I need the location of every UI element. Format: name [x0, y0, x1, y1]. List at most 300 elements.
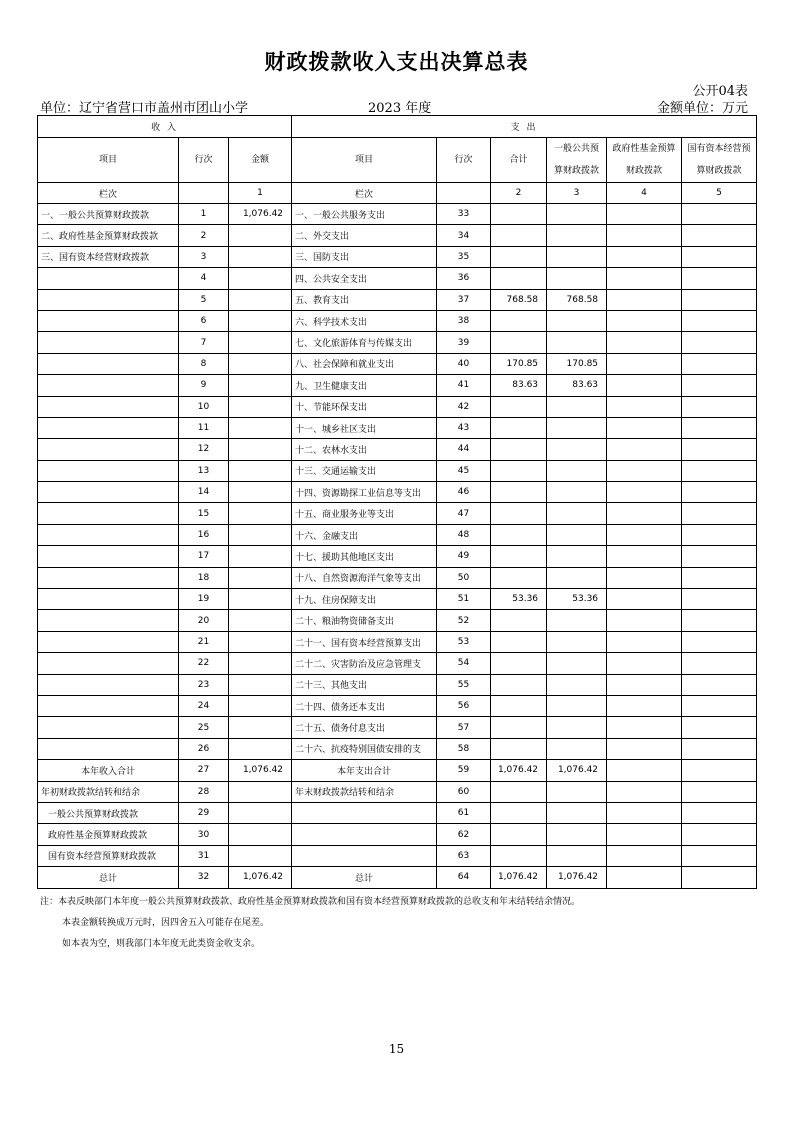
col-header-income-item: 项目 [38, 138, 179, 183]
expense-fund-cell [607, 567, 682, 588]
table-cell [607, 845, 682, 866]
expense-item: 十八、自然资源海洋气象等支出 [292, 567, 437, 588]
income-item [38, 310, 179, 331]
expense-fund-cell [607, 289, 682, 310]
table-cell [491, 824, 547, 845]
expense-row-no: 58 [437, 738, 491, 759]
expense-general-cell [547, 417, 607, 438]
expense-row-no: 35 [437, 246, 491, 267]
income-amount [229, 332, 292, 353]
col-header-expense-row: 行次 [437, 138, 491, 183]
table-row [38, 375, 757, 396]
begin-state-row-no: 31 [179, 845, 229, 866]
income-row-no: 19 [179, 589, 229, 610]
expense-item: 十六、金融支出 [292, 524, 437, 545]
expense-fund-cell [607, 589, 682, 610]
income-total-row-no: 27 [179, 760, 229, 781]
expense-row-no: 56 [437, 695, 491, 716]
income-row-no: 24 [179, 695, 229, 716]
income-amount [229, 396, 292, 417]
income-amount [229, 717, 292, 738]
expense-row-no: 37 [437, 289, 491, 310]
footnotes [40, 892, 755, 955]
expense-item: 三、国防支出 [292, 246, 437, 267]
col-header-state: 国有资本经营预算财政拨款 [682, 138, 757, 183]
expense-fund-cell [607, 268, 682, 289]
expense-total-cell: 170.85 [491, 353, 547, 374]
end-state-row-no: 63 [437, 845, 491, 866]
expense-total-cell [491, 503, 547, 524]
seq-3: 3 [547, 183, 607, 204]
expense-total-cell [491, 225, 547, 246]
income-row-no: 14 [179, 482, 229, 503]
table-cell [607, 781, 682, 802]
seq-4: 4 [607, 183, 682, 204]
begin-state-label: 国有资本经营预算财政拨款 [38, 845, 179, 866]
table-cell [547, 824, 607, 845]
income-row-no: 6 [179, 310, 229, 331]
table-cell [229, 845, 292, 866]
income-row-no: 23 [179, 674, 229, 695]
table-row [38, 524, 757, 545]
table-cell [607, 824, 682, 845]
table-row [38, 332, 757, 353]
expense-item: 二十一、国有资本经营预算支出 [292, 631, 437, 652]
expense-fund-cell [607, 332, 682, 353]
seq-5: 5 [682, 183, 757, 204]
income-amount [229, 375, 292, 396]
expense-fund-cell [607, 396, 682, 417]
money-unit-label: 金额单位：万元 [656, 101, 748, 116]
income-item [38, 503, 179, 524]
seq-empty [179, 183, 229, 204]
expense-item: 六、科学技术支出 [292, 310, 437, 331]
footnote-2: 本表金额转换成万元时，因四舍五入可能存在尾差。 [62, 918, 270, 928]
expense-total-cell [491, 717, 547, 738]
expense-state-cell [682, 289, 757, 310]
expense-item: 二十四、债务还本支出 [292, 695, 437, 716]
income-row-no: 9 [179, 375, 229, 396]
table-cell [682, 781, 757, 802]
expense-item: 二十、粮油物资储备支出 [292, 610, 437, 631]
income-item [38, 674, 179, 695]
income-amount [229, 610, 292, 631]
expense-item: 二十二、灾害防治及应急管理支 [292, 653, 437, 674]
income-row-no: 18 [179, 567, 229, 588]
form-code: 公开04表 [692, 84, 748, 99]
begin-balance-row-no: 28 [179, 781, 229, 802]
expense-general-cell [547, 524, 607, 545]
expense-total-cell [491, 546, 547, 567]
income-item [38, 268, 179, 289]
table-row [38, 503, 757, 524]
expense-fund-cell [607, 717, 682, 738]
income-item [38, 717, 179, 738]
finance-summary-table [37, 115, 757, 889]
table-cell [607, 867, 682, 888]
expense-header: 支 出 [292, 116, 757, 138]
seq-empty [437, 183, 491, 204]
table-row [38, 567, 757, 588]
expense-state-cell [682, 589, 757, 610]
expense-state-cell [682, 332, 757, 353]
expense-total-cell [491, 204, 547, 225]
expense-row-no: 33 [437, 204, 491, 225]
expense-general-cell [547, 460, 607, 481]
expense-fund-cell [607, 482, 682, 503]
grand-expense-general: 1,076.42 [547, 867, 607, 888]
begin-fund-label: 政府性基金预算财政拨款 [38, 824, 179, 845]
expense-state-cell [682, 225, 757, 246]
income-amount [229, 417, 292, 438]
income-row-no: 2 [179, 225, 229, 246]
table-row [38, 695, 757, 716]
income-item [38, 631, 179, 652]
expense-total-cell [491, 310, 547, 331]
expense-total-amount: 1,076.42 [491, 760, 547, 781]
begin-fund-row-no: 30 [179, 824, 229, 845]
expense-total-cell [491, 524, 547, 545]
expense-fund-cell [607, 225, 682, 246]
expense-general-cell [547, 674, 607, 695]
expense-state-cell [682, 310, 757, 331]
expense-row-no: 38 [437, 310, 491, 331]
expense-total-cell [491, 695, 547, 716]
expense-general-cell [547, 204, 607, 225]
expense-state-cell [682, 396, 757, 417]
table-cell [229, 781, 292, 802]
expense-general-cell [547, 653, 607, 674]
expense-general-cell: 170.85 [547, 353, 607, 374]
income-amount [229, 289, 292, 310]
table-body [38, 204, 757, 760]
seq-1: 1 [229, 183, 292, 204]
expense-item: 七、文化旅游体育与传媒支出 [292, 332, 437, 353]
expense-row-no: 43 [437, 417, 491, 438]
table-row [38, 631, 757, 652]
expense-row-no: 51 [437, 589, 491, 610]
expense-fund-cell [607, 738, 682, 759]
grand-income-amount: 1,076.42 [229, 867, 292, 888]
income-amount [229, 546, 292, 567]
table-cell [682, 760, 757, 781]
table-cell [292, 845, 437, 866]
income-row-no: 25 [179, 717, 229, 738]
expense-state-cell [682, 631, 757, 652]
expense-general-cell [547, 332, 607, 353]
expense-fund-cell [607, 503, 682, 524]
col-header-fund: 政府性基金预算财政拨款 [607, 138, 682, 183]
expense-total-cell [491, 653, 547, 674]
income-item [38, 417, 179, 438]
income-amount [229, 589, 292, 610]
income-item [38, 546, 179, 567]
income-item [38, 610, 179, 631]
income-item [38, 524, 179, 545]
income-amount [229, 503, 292, 524]
grand-expense-total: 1,076.42 [491, 867, 547, 888]
income-item [38, 375, 179, 396]
table-cell [547, 781, 607, 802]
expense-state-cell [682, 653, 757, 674]
expense-item: 一、一般公共服务支出 [292, 204, 437, 225]
expense-state-cell [682, 674, 757, 695]
expense-general-cell [547, 396, 607, 417]
income-row-no: 20 [179, 610, 229, 631]
end-balance-row-no: 60 [437, 781, 491, 802]
table-row [38, 289, 757, 310]
expense-state-cell [682, 460, 757, 481]
expense-item: 二十五、债务付息支出 [292, 717, 437, 738]
expense-state-cell [682, 268, 757, 289]
expense-general-cell [547, 717, 607, 738]
expense-fund-cell [607, 674, 682, 695]
expense-state-cell [682, 482, 757, 503]
expense-total-row-no: 59 [437, 760, 491, 781]
expense-fund-cell [607, 460, 682, 481]
table-row [38, 417, 757, 438]
income-item [38, 460, 179, 481]
expense-fund-cell [607, 353, 682, 374]
table-row [38, 310, 757, 331]
end-fund-row-no: 62 [437, 824, 491, 845]
income-row-no: 3 [179, 246, 229, 267]
expense-row-no: 46 [437, 482, 491, 503]
table-row [38, 204, 757, 225]
expense-item: 十、节能环保支出 [292, 396, 437, 417]
expense-total-cell [491, 610, 547, 631]
expense-total-cell [491, 460, 547, 481]
income-item [38, 567, 179, 588]
income-amount: 1,076.42 [229, 204, 292, 225]
expense-total-cell [491, 417, 547, 438]
table-row [38, 268, 757, 289]
expense-row-no: 57 [437, 717, 491, 738]
expense-fund-cell [607, 631, 682, 652]
expense-item: 二、外交支出 [292, 225, 437, 246]
expense-general-cell [547, 439, 607, 460]
expense-total-general: 1,076.42 [547, 760, 607, 781]
income-row-no: 5 [179, 289, 229, 310]
expense-total-cell: 83.63 [491, 375, 547, 396]
table-row [38, 482, 757, 503]
expense-total-label: 本年支出合计 [292, 760, 437, 781]
table-row [38, 674, 757, 695]
expense-fund-cell [607, 439, 682, 460]
table-cell [682, 845, 757, 866]
seq-2: 2 [491, 183, 547, 204]
expense-row-no: 50 [437, 567, 491, 588]
income-row-no: 10 [179, 396, 229, 417]
unit-label: 单位：辽宁省营口市盖州市团山小学 [40, 101, 249, 116]
table-cell [229, 802, 292, 823]
table-row [38, 246, 757, 267]
expense-row-no: 55 [437, 674, 491, 695]
table-row [38, 353, 757, 374]
expense-state-cell [682, 503, 757, 524]
expense-state-cell [682, 353, 757, 374]
expense-item: 十九、住房保障支出 [292, 589, 437, 610]
expense-general-cell [547, 503, 607, 524]
end-balance-label: 年末财政拨款结转和结余 [292, 781, 437, 802]
income-row-no: 21 [179, 631, 229, 652]
table-row [38, 439, 757, 460]
col-header-expense-item: 项目 [292, 138, 437, 183]
expense-general-cell [547, 246, 607, 267]
expense-item: 二十六、抗疫特别国债安排的支 [292, 738, 437, 759]
footnote-3: 如本表为空，则我部门本年度无此类资金收支余。 [62, 939, 261, 949]
income-amount [229, 482, 292, 503]
table-row [38, 610, 757, 631]
table-row [38, 717, 757, 738]
income-item [38, 738, 179, 759]
expense-total-cell [491, 674, 547, 695]
income-row-no: 12 [179, 439, 229, 460]
expense-row-no: 41 [437, 375, 491, 396]
col-header-general: 一般公共预算财政拨款 [547, 138, 607, 183]
income-item [38, 653, 179, 674]
expense-item: 五、教育支出 [292, 289, 437, 310]
expense-general-cell [547, 695, 607, 716]
income-amount [229, 653, 292, 674]
seq-label-income: 栏次 [38, 183, 179, 204]
expense-general-cell: 768.58 [547, 289, 607, 310]
expense-total-cell [491, 738, 547, 759]
income-item [38, 396, 179, 417]
income-row-no: 16 [179, 524, 229, 545]
income-total-amount: 1,076.42 [229, 760, 292, 781]
expense-general-cell [547, 310, 607, 331]
expense-state-cell [682, 375, 757, 396]
expense-state-cell [682, 738, 757, 759]
table-cell [491, 781, 547, 802]
expense-row-no: 39 [437, 332, 491, 353]
expense-total-cell: 768.58 [491, 289, 547, 310]
income-amount [229, 225, 292, 246]
expense-state-cell [682, 546, 757, 567]
income-row-no: 1 [179, 204, 229, 225]
expense-row-no: 34 [437, 225, 491, 246]
income-row-no: 17 [179, 546, 229, 567]
table-row [38, 460, 757, 481]
table-cell [491, 845, 547, 866]
income-row-no: 4 [179, 268, 229, 289]
expense-state-cell [682, 204, 757, 225]
expense-general-cell: 83.63 [547, 375, 607, 396]
expense-fund-cell [607, 610, 682, 631]
page-title: 财政拨款收入支出决算总表 [264, 50, 529, 74]
expense-row-no: 40 [437, 353, 491, 374]
income-item: 一、一般公共预算财政拨款 [38, 204, 179, 225]
expense-total-cell [491, 439, 547, 460]
expense-general-cell [547, 268, 607, 289]
income-row-no: 11 [179, 417, 229, 438]
income-amount [229, 695, 292, 716]
expense-row-no: 53 [437, 631, 491, 652]
expense-total-cell [491, 396, 547, 417]
income-total-label: 本年收入合计 [38, 760, 179, 781]
table-row [38, 738, 757, 759]
expense-row-no: 42 [437, 396, 491, 417]
income-amount [229, 460, 292, 481]
income-amount [229, 738, 292, 759]
income-item [38, 439, 179, 460]
income-item: 二、政府性基金预算财政拨款 [38, 225, 179, 246]
grand-expense-label: 总计 [292, 867, 437, 888]
end-general-row-no: 61 [437, 802, 491, 823]
footnote-1: 注：本表反映部门本年度一般公共预算财政拨款、政府性基金预算财政拨款和国有资本经营预算财政拨款的总收支和年末结转结余情况。 [40, 897, 581, 907]
income-row-no: 8 [179, 353, 229, 374]
expense-state-cell [682, 567, 757, 588]
grand-income-row-no: 32 [179, 867, 229, 888]
expense-total-cell: 53.36 [491, 589, 547, 610]
table-cell [547, 802, 607, 823]
table-cell [547, 845, 607, 866]
income-row-no: 7 [179, 332, 229, 353]
expense-general-cell [547, 225, 607, 246]
grand-income-label: 总计 [38, 867, 179, 888]
income-item [38, 332, 179, 353]
expense-state-cell [682, 717, 757, 738]
expense-general-cell [547, 631, 607, 652]
table-cell [292, 802, 437, 823]
col-header-amount: 金额 [229, 138, 292, 183]
income-amount [229, 567, 292, 588]
table-cell [682, 867, 757, 888]
income-item [38, 695, 179, 716]
expense-general-cell [547, 567, 607, 588]
expense-general-cell [547, 610, 607, 631]
expense-fund-cell [607, 310, 682, 331]
expense-state-cell [682, 439, 757, 460]
expense-fund-cell [607, 524, 682, 545]
expense-state-cell [682, 524, 757, 545]
income-amount [229, 631, 292, 652]
expense-item: 八、社会保障和就业支出 [292, 353, 437, 374]
expense-fund-cell [607, 695, 682, 716]
expense-state-cell [682, 610, 757, 631]
expense-row-no: 48 [437, 524, 491, 545]
table-row [38, 396, 757, 417]
expense-item: 十四、资源勘探工业信息等支出 [292, 482, 437, 503]
income-row-no: 13 [179, 460, 229, 481]
expense-state-cell [682, 246, 757, 267]
expense-row-no: 45 [437, 460, 491, 481]
table-row [38, 225, 757, 246]
table-cell [607, 802, 682, 823]
table-cell [607, 760, 682, 781]
income-amount [229, 310, 292, 331]
page-number: 15 [388, 1042, 405, 1056]
expense-item: 二十三、其他支出 [292, 674, 437, 695]
income-item [38, 289, 179, 310]
expense-total-cell [491, 332, 547, 353]
income-amount [229, 268, 292, 289]
income-amount [229, 246, 292, 267]
expense-state-cell [682, 695, 757, 716]
expense-fund-cell [607, 653, 682, 674]
income-header: 收 入 [38, 116, 292, 138]
income-amount [229, 353, 292, 374]
table-row [38, 653, 757, 674]
income-row-no: 26 [179, 738, 229, 759]
expense-total-cell [491, 268, 547, 289]
income-row-no: 22 [179, 653, 229, 674]
expense-item: 十二、农林水支出 [292, 439, 437, 460]
income-row-no: 15 [179, 503, 229, 524]
expense-row-no: 54 [437, 653, 491, 674]
expense-row-no: 52 [437, 610, 491, 631]
